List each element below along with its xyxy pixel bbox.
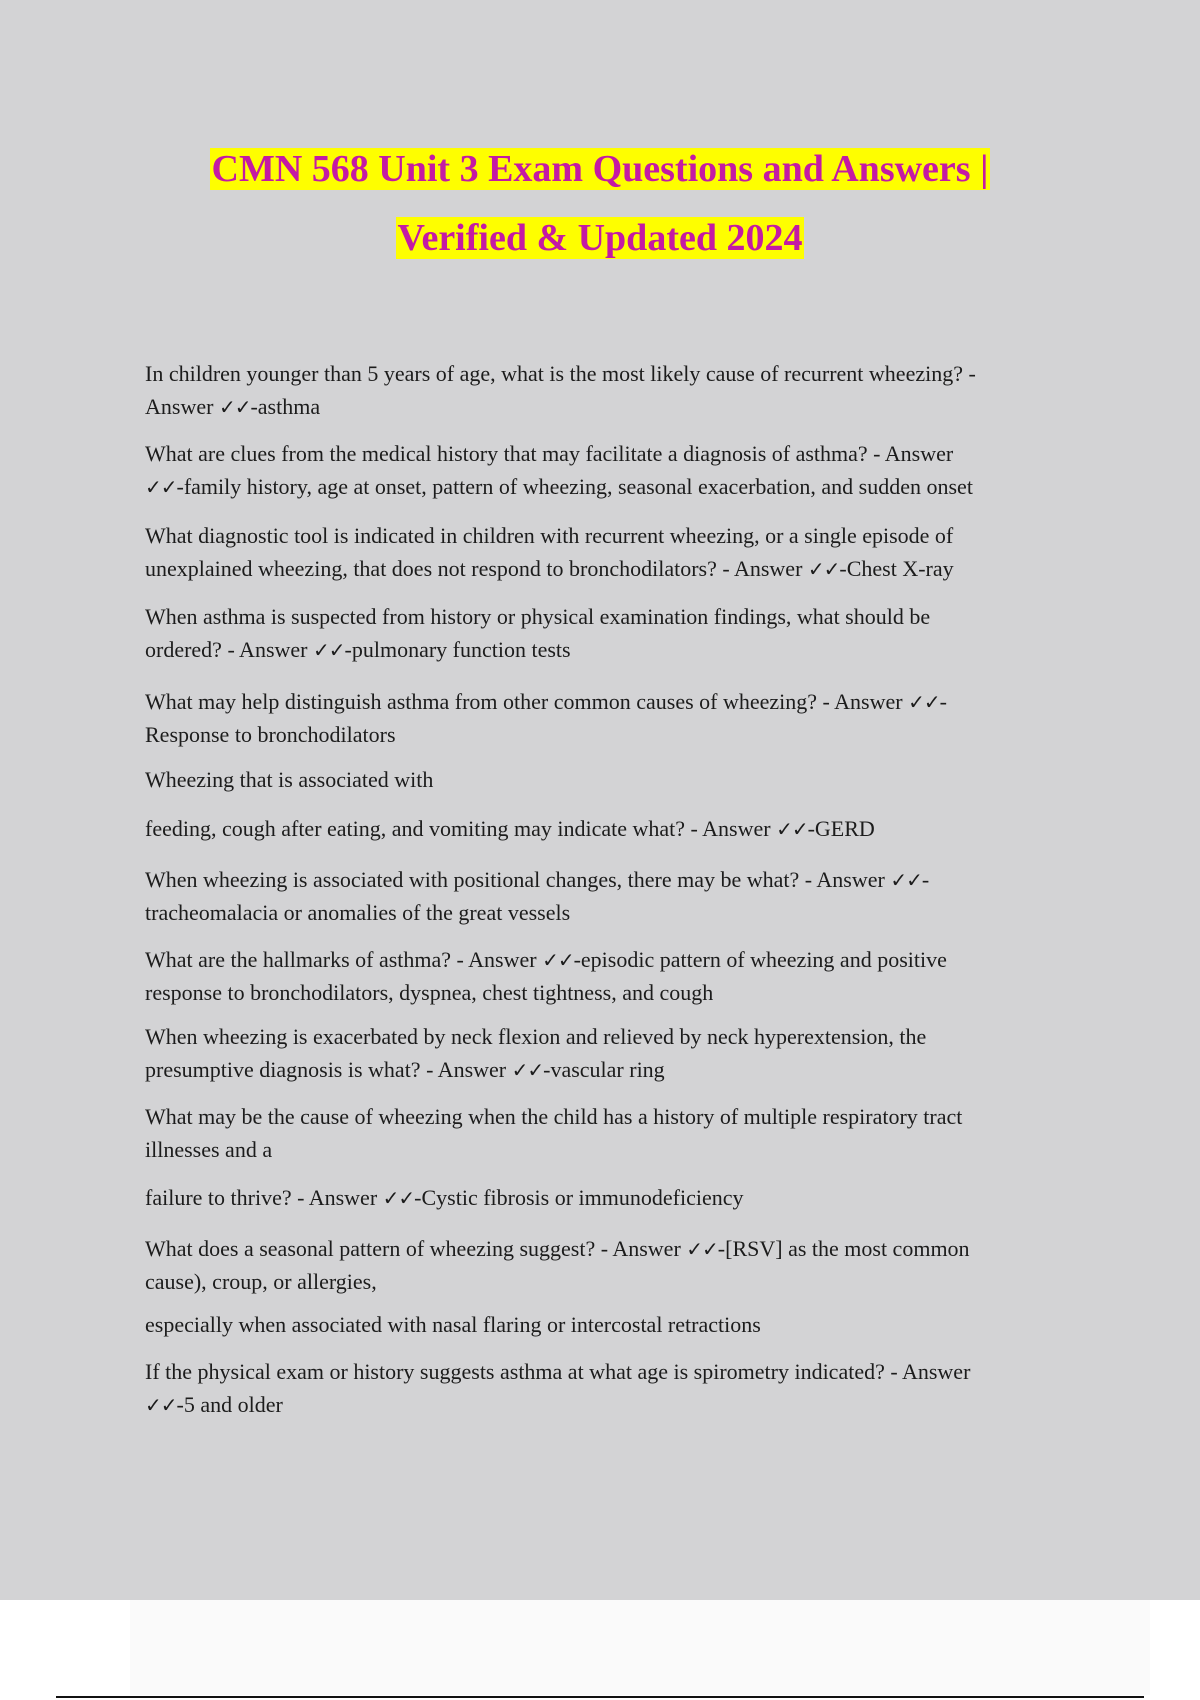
qa-text: Response to bronchodilators	[145, 722, 396, 747]
qa-text: When wheezing is associated with positional changes, there may be what? - Answer	[145, 867, 891, 892]
qa-text: -pulmonary function tests	[344, 637, 571, 662]
qa-line	[145, 943, 1075, 976]
qa-text: What are the hallmarks of asthma? - Answer	[145, 947, 543, 972]
qa-line	[145, 1355, 1075, 1388]
qa-paragraph	[145, 1355, 1075, 1421]
qa-text: Wheezing that is associated with	[145, 767, 434, 792]
double-check-icon: ✓✓	[382, 1186, 415, 1210]
double-check-icon: ✓✓	[145, 475, 177, 499]
double-check-icon: ✓✓	[313, 638, 345, 662]
qa-text: unexplained wheezing, that does not respond to bronchodilators? - Answer	[145, 556, 808, 581]
qa-text: In children younger than 5 years of age, what is the most likely cause of recurrent wheezing? -	[145, 361, 976, 386]
qa-text: especially when associated with nasal flaring or intercostal retractions	[145, 1312, 761, 1337]
qa-line	[145, 763, 1075, 796]
qa-line	[145, 600, 1075, 633]
qa-line	[145, 1020, 1075, 1053]
qa-line	[145, 718, 1075, 751]
qa-line	[145, 1308, 1075, 1341]
qa-text: tracheomalacia or anomalies of the great vessels	[145, 900, 571, 925]
double-check-icon: ✓✓	[511, 1058, 544, 1082]
qa-text: -5 and older	[176, 1392, 283, 1417]
qa-line	[145, 633, 1075, 666]
qa-text: -Cystic fibrosis or immunodeficiency	[414, 1185, 744, 1210]
qa-text: response to bronchodilators, dyspnea, chest tightness, and cough	[145, 980, 714, 1005]
qa-paragraph	[145, 519, 1075, 585]
qa-line	[145, 812, 1075, 845]
qa-line	[145, 896, 1075, 929]
qa-text: When asthma is suspected from history or physical examination findings, what should be	[145, 604, 931, 629]
qa-line	[145, 470, 1075, 503]
qa-line	[145, 685, 1075, 718]
qa-text: -	[939, 689, 947, 714]
double-check-icon: ✓✓	[908, 690, 940, 714]
double-check-icon: ✓✓	[890, 868, 922, 892]
qa-paragraph	[145, 1020, 1075, 1086]
qa-line	[145, 552, 1075, 585]
qa-text: -	[921, 867, 930, 892]
qa-text: -vascular ring	[543, 1057, 665, 1082]
qa-line	[145, 437, 1075, 470]
double-check-icon: ✓✓	[145, 1393, 177, 1417]
qa-line	[145, 1133, 1075, 1166]
qa-line	[145, 1181, 1075, 1214]
qa-paragraph	[145, 685, 1075, 751]
double-check-icon: ✓✓	[686, 1237, 718, 1261]
qa-line	[145, 863, 1075, 896]
double-check-icon: ✓✓	[218, 395, 251, 419]
qa-line	[145, 390, 1075, 423]
double-check-icon: ✓✓	[776, 817, 808, 841]
qa-text: What may help distinguish asthma from other common causes of wheezing? - Answer	[145, 689, 909, 714]
qa-text: -GERD	[807, 816, 875, 841]
qa-text: failure to thrive? - Answer	[145, 1185, 383, 1210]
qa-text: When wheezing is exacerbated by neck flexion and relieved by neck hyperextension, the	[145, 1024, 927, 1049]
qa-line	[145, 357, 1075, 390]
title-highlight-2: Verified & Updated 2024	[397, 217, 803, 259]
qa-line	[145, 1388, 1075, 1421]
qa-text: presumptive diagnosis is what? - Answer	[145, 1057, 512, 1082]
qa-text: If the physical exam or history suggests asthma at what age is spirometry indicated? - Answer	[145, 1359, 971, 1384]
qa-text: -[RSV] as the most common	[717, 1236, 970, 1261]
qa-paragraph	[145, 1308, 1075, 1341]
qa-paragraph	[145, 357, 1075, 423]
qa-text: -family history, age at onset, pattern of wheezing, seasonal exacerbation, and sudden onset	[176, 474, 973, 499]
qa-paragraph	[145, 763, 1075, 796]
document-title-line-1	[0, 145, 1200, 193]
qa-text: illnesses and a	[145, 1137, 273, 1162]
qa-paragraph	[145, 943, 1075, 1009]
document-title-line-2	[0, 214, 1200, 262]
footer-strip	[130, 1600, 1150, 1695]
qa-paragraph	[145, 812, 1075, 845]
qa-line	[145, 1053, 1075, 1086]
qa-text: feeding, cough after eating, and vomiting may indicate what? - Answer	[145, 816, 777, 841]
qa-text: What may be the cause of wheezing when the child has a history of multiple respiratory tract	[145, 1104, 963, 1129]
qa-text: -Chest X-ray	[839, 556, 954, 581]
qa-paragraph	[145, 437, 1075, 503]
double-check-icon: ✓✓	[542, 948, 574, 972]
qa-text: What diagnostic tool is indicated in children with recurrent wheezing, or a single episode of	[145, 523, 954, 548]
qa-text: -episodic pattern of wheezing and positive	[573, 947, 947, 972]
qa-line	[145, 519, 1075, 552]
qa-paragraph	[145, 1181, 1075, 1214]
qa-paragraph	[145, 863, 1075, 929]
qa-line	[145, 1232, 1075, 1265]
double-check-icon: ✓✓	[807, 557, 840, 581]
qa-line	[145, 976, 1075, 1009]
qa-text: What does a seasonal pattern of wheezing suggest? - Answer	[145, 1236, 687, 1261]
qa-line	[145, 1100, 1075, 1133]
title-highlight-1: CMN 568 Unit 3 Exam Questions and Answers |	[211, 148, 989, 190]
qa-text: What are clues from the medical history that may facilitate a diagnosis of asthma? - Answer	[145, 441, 954, 466]
qa-paragraph	[145, 1100, 1075, 1166]
qa-paragraph	[145, 600, 1075, 666]
qa-text: ordered? - Answer	[145, 637, 313, 662]
qa-paragraph	[145, 1232, 1075, 1298]
footer-rule	[56, 1696, 1144, 1698]
qa-text: cause), croup, or allergies,	[145, 1269, 377, 1294]
qa-text: Answer	[145, 394, 219, 419]
qa-line	[145, 1265, 1075, 1298]
qa-text: -asthma	[250, 394, 321, 419]
